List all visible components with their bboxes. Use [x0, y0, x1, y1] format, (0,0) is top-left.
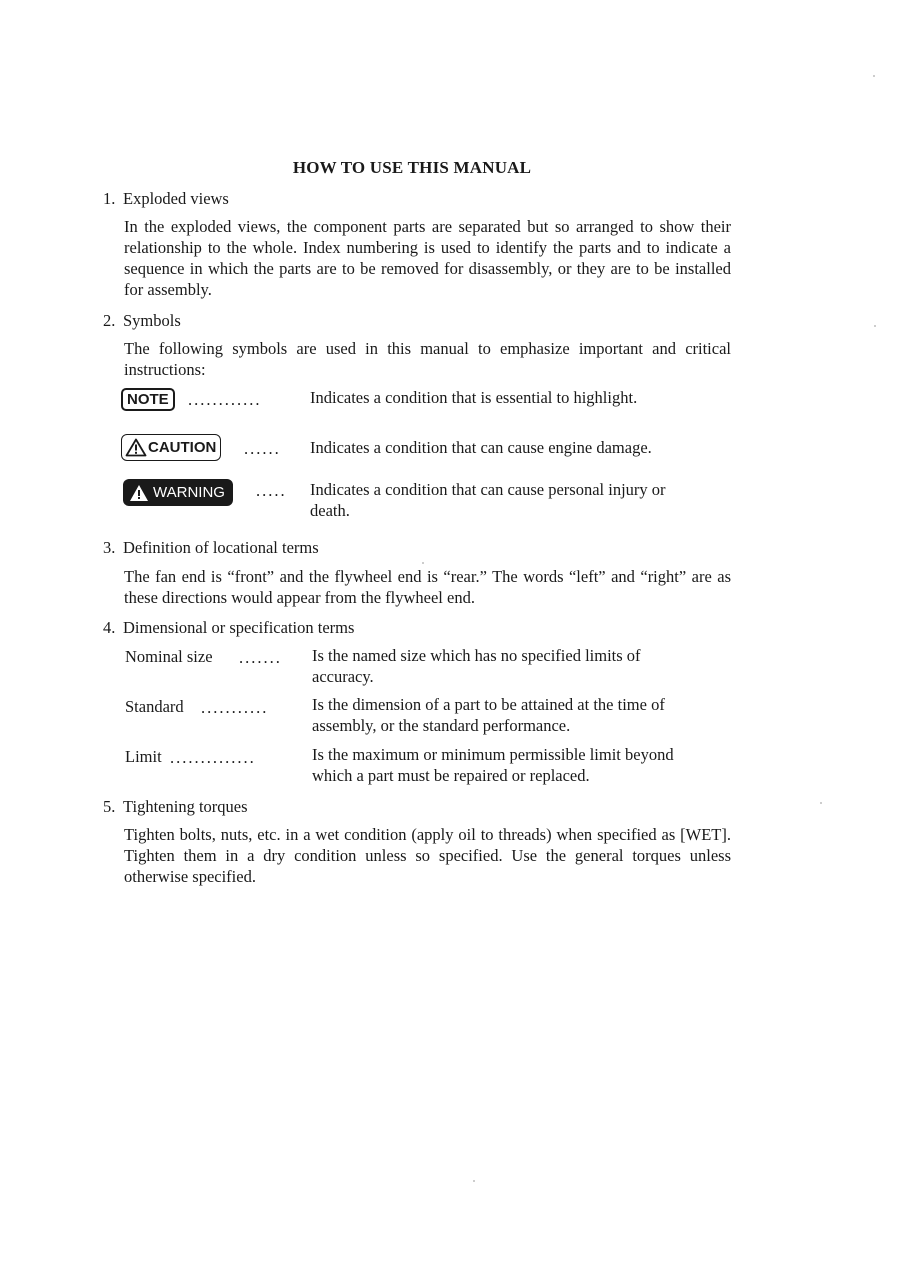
warning-badge [123, 479, 233, 506]
term-nominal-size: Nominal size [125, 647, 213, 666]
term-definition-line2: accuracy. [312, 667, 374, 686]
caution-badge-label: CAUTION [148, 439, 217, 456]
term-definition-line2: assembly, or the standard performance. [312, 716, 571, 735]
section-heading-text: Exploded views [123, 189, 229, 208]
caution-description: Indicates a condition that can cause engine damage. [310, 438, 652, 457]
scan-speck [820, 802, 822, 804]
section-number: 3. [103, 538, 116, 557]
page-title: HOW TO USE THIS MANUAL [292, 158, 532, 177]
caution-leader: ...... [244, 439, 281, 458]
note-description: Indicates a condition that is essential to highlight. [310, 388, 638, 407]
term-leader: ....... [239, 648, 282, 667]
caution-badge [121, 434, 221, 461]
term-standard: Standard [125, 697, 184, 716]
section-number: 5. [103, 797, 116, 816]
section-body-tightening-torques: Tighten bolts, nuts, etc. in a wet condition (apply oil to threads) when specified as [WET]. Tighten them in a dry condition unless so specified. Use the general torques unless otherwise specified. [124, 825, 731, 886]
term-limit: Limit [125, 747, 162, 766]
term-definition-line2: which a part must be repaired or replaced. [312, 766, 590, 785]
section-heading-text: Definition of locational terms [123, 538, 319, 557]
warning-triangle-icon [125, 438, 147, 457]
section-heading-tightening-torques [103, 796, 248, 817]
warning-triangle-icon [129, 484, 149, 502]
section-body-symbols: The following symbols are used in this manual to emphasize important and critical instructions: [124, 339, 731, 379]
section-heading-specification-terms [103, 617, 354, 638]
section-number: 1. [103, 189, 116, 208]
section-number: 2. [103, 311, 116, 330]
section-heading-exploded-views [103, 188, 229, 209]
section-heading-locational-terms [103, 537, 319, 558]
warning-badge-label: WARNING [153, 484, 225, 501]
scan-speck [874, 325, 876, 327]
section-number: 4. [103, 618, 116, 637]
warning-leader: ..... [256, 481, 287, 500]
note-badge-label: NOTE [127, 391, 169, 408]
term-definition-line1: Is the named size which has no specified limits of [312, 646, 641, 665]
term-leader: ........... [201, 698, 269, 717]
scan-speck [473, 1180, 475, 1182]
scan-speck [873, 75, 875, 77]
warning-description-line1: Indicates a condition that can cause personal injury or [310, 480, 666, 499]
term-definition-line1: Is the maximum or minimum permissible limit beyond [312, 745, 674, 764]
section-heading-text: Tightening torques [123, 797, 248, 816]
note-badge [121, 388, 175, 411]
section-heading-symbols [103, 310, 181, 331]
term-definition-line1: Is the dimension of a part to be attained at the time of [312, 695, 665, 714]
scan-speck [422, 562, 424, 564]
term-leader: .............. [170, 748, 256, 767]
section-body-exploded-views: In the exploded views, the component parts are separated but so arranged to show their relationship to the whole. Index numbering is used to identify the parts and to indicate a sequence in which the parts are to be removed for disassembly, or they are to be installed for assembly. [124, 217, 731, 299]
section-heading-text: Symbols [123, 311, 181, 330]
note-leader: ............ [188, 390, 262, 409]
section-body-locational-terms: The fan end is “front” and the flywheel end is “rear.” The words “left” and “right” are as these directions would appear from the flywheel end. [124, 567, 731, 607]
section-heading-text: Dimensional or specification terms [123, 618, 355, 637]
warning-description-line2: death. [310, 501, 350, 520]
